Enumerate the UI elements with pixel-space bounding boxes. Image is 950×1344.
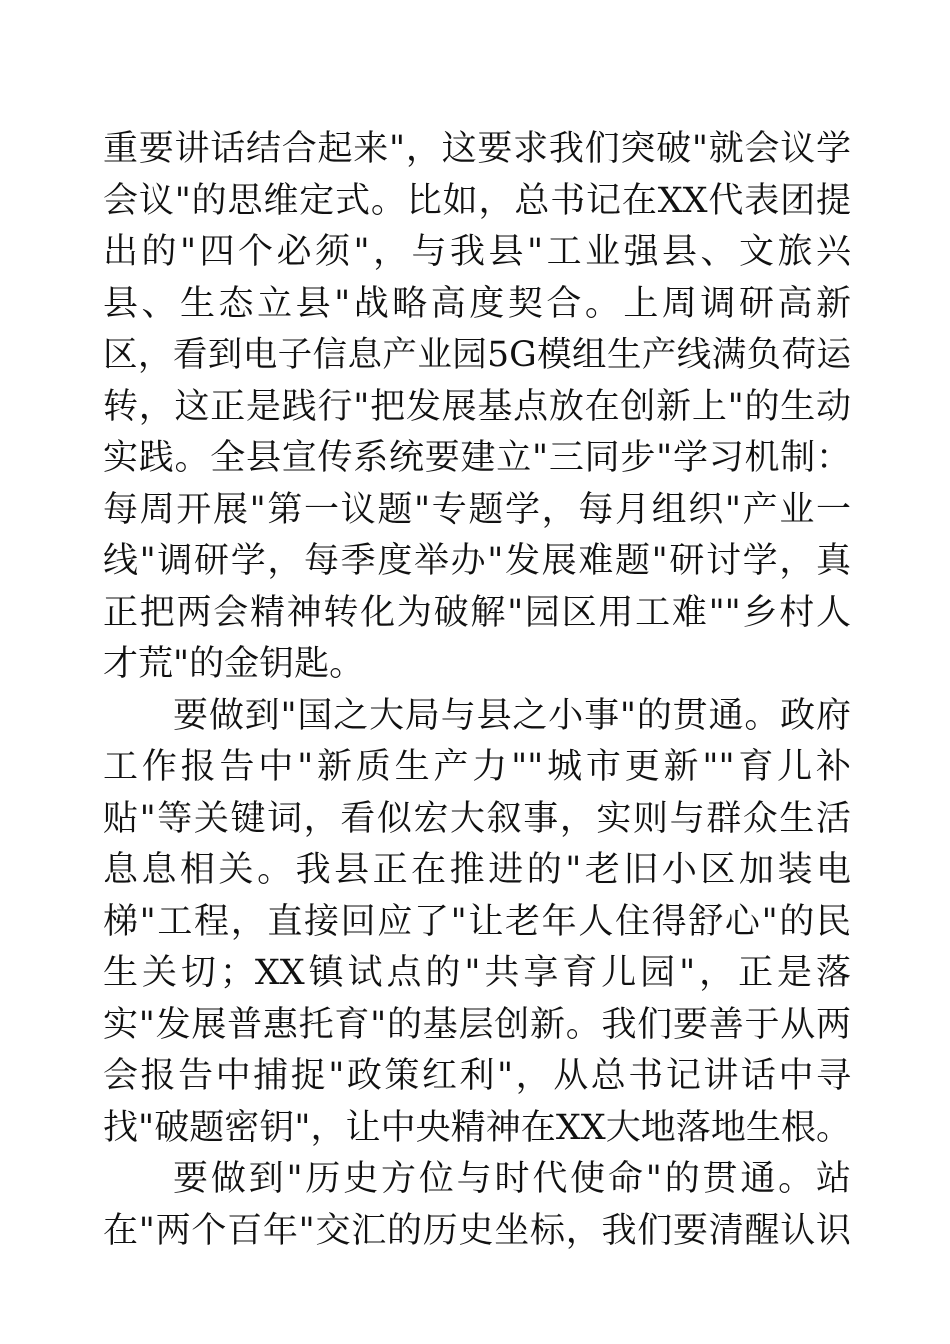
text-line-13: 工作报告中"新质生产力""城市更新""育儿补	[103, 747, 851, 787]
text-line-20: 找"破题密钥"，让中央精神在XX大地落地生根。	[103, 1107, 851, 1148]
text-line-8: 每周开展"第一议题"专题学，每月组织"产业一	[103, 489, 851, 530]
text-line-1: 重要讲话结合起来"，这要求我们突破"就会议学	[103, 129, 851, 169]
text-line-9: 线"调研学，每季度举办"发展难题"研讨学，真	[103, 541, 851, 581]
text-line-17: 生关切；XX镇试点的"共享育儿园"，正是落	[103, 953, 851, 993]
body-text	[103, 124, 851, 1257]
text-line-16: 梯"工程，直接回应了"让老年人住得舒心"的民	[103, 901, 851, 942]
text-line-22: 在"两个百年"交汇的历史坐标，我们要清醒认识	[103, 1210, 851, 1251]
text-line-14: 贴"等关键词，看似宏大叙事，实则与群众生活	[103, 798, 851, 839]
text-line-6: 转，这正是践行"把发展基点放在创新上"的生动	[103, 386, 851, 427]
text-line-19: 会报告中捕捉"政策红利"，从总书记讲话中寻	[103, 1056, 851, 1096]
text-line-18: 实"发展普惠托育"的基层创新。我们要善于从两	[103, 1004, 851, 1045]
text-line-15: 息息相关。我县正在推进的"老旧小区加装电	[103, 850, 851, 890]
text-line-11: 才荒"的金钥匙。	[103, 644, 365, 684]
text-line-5: 区，看到电子信息产业园5G模组生产线满负荷运	[103, 335, 851, 375]
text-line-10: 正把两会精神转化为破解"园区用工难""乡村人	[103, 592, 851, 633]
text-line-2: 会议"的思维定式。比如，总书记在XX代表团提	[103, 180, 851, 221]
text-line-12: 要做到"国之大局与县之小事"的贯通。政府	[173, 695, 851, 736]
text-line-3: 出的"四个必须"，与我县"工业强县、文旅兴	[103, 232, 851, 272]
text-line-21: 要做到"历史方位与时代使命"的贯通。站	[173, 1159, 851, 1199]
text-line-7: 实践。全县宣传系统要建立"三同步"学习机制：	[103, 438, 851, 478]
text-line-4: 县、生态立县"战略高度契合。上周调研高新	[103, 283, 851, 324]
